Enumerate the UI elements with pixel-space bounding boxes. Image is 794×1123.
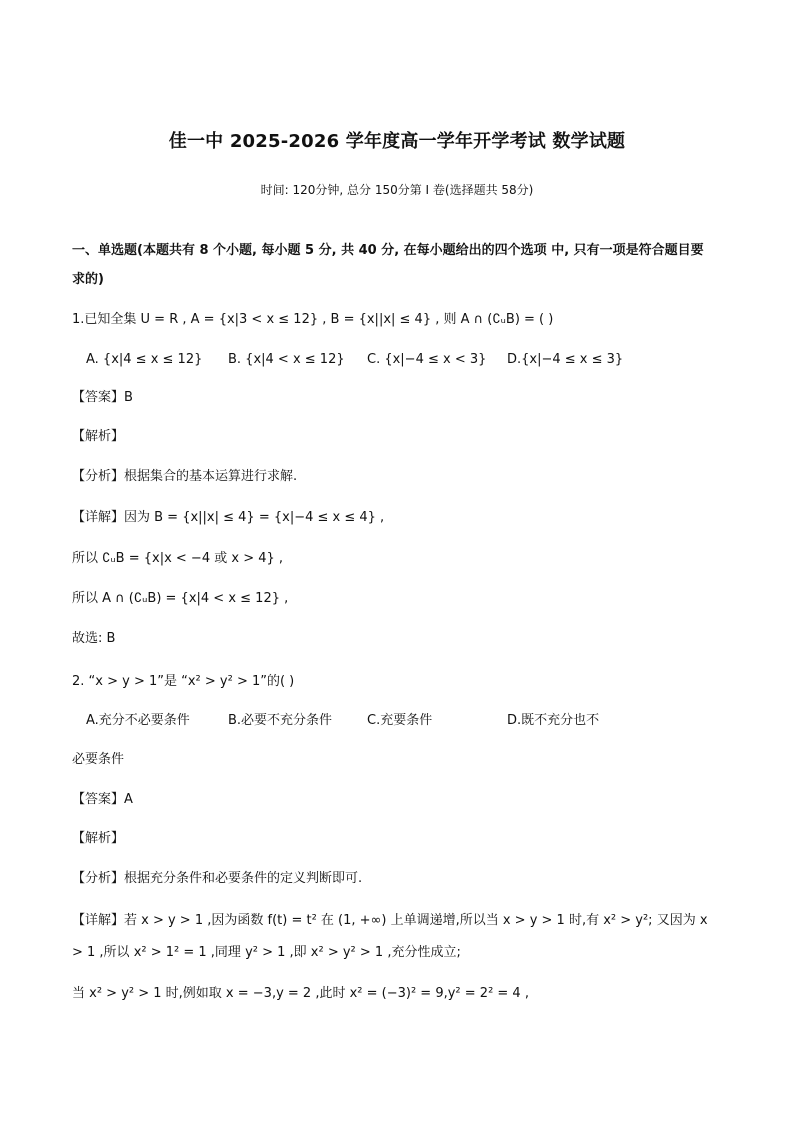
page-subtitle: 时间: 120分钟, 总分 150分第 I 卷(选择题共 58分) xyxy=(260,183,534,197)
q1-option-d: D.{x|−4 ≤ x ≤ 3} xyxy=(507,352,624,367)
q1-analysis: 【分析】根据集合的基本运算进行求解. xyxy=(72,469,298,484)
q1-analysis-label: 【解析】 xyxy=(72,429,125,444)
q2-answer: 【答案】A xyxy=(72,792,133,807)
q2-option-a: A.充分不必要条件 xyxy=(86,713,190,728)
q1-detail-2: 所以 ∁ᵤB = {x|x < −4 或 x > 4} , xyxy=(72,551,284,566)
q2-analysis: 【分析】根据充分条件和必要条件的定义判断即可. xyxy=(72,871,363,886)
q1-stem: 1.已知全集 U = R , A = {x|3 < x ≤ 12} , B = {x||x| ≤ 4} , 则 A ∩ (∁ᵤB) = ( ) xyxy=(72,312,554,327)
q2-option-d-wrap: 必要条件 xyxy=(72,752,125,767)
q2-option-c: C.充要条件 xyxy=(367,713,433,728)
q2-detail-2: > 1 ,所以 x² > 1² = 1 ,同理 y² > 1 ,即 x² > y² > 1 ,充分性成立; xyxy=(72,945,461,960)
q1-detail-3: 所以 A ∩ (∁ᵤB) = {x|4 < x ≤ 12} , xyxy=(72,591,289,606)
q1-detail-1: 【详解】因为 B = {x||x| ≤ 4} = {x|−4 ≤ x ≤ 4} , xyxy=(72,510,385,525)
section-heading: 一、单选题(本题共有 8 个小题, 每小题 5 分, 共 40 分, 在每小题给出的四个选项 中, 只有一项是符合题目要 xyxy=(72,243,704,258)
q1-choice: 故选: B xyxy=(72,631,116,646)
q2-detail-1: 【详解】若 x > y > 1 ,因为函数 f(t) = t² 在 (1, +∞) 上单调递增,所以当 x > y > 1 时,有 x² > y²; 又因为 x xyxy=(72,913,708,928)
section-heading-cont: 求的) xyxy=(72,272,104,287)
q2-detail-3: 当 x² > y² > 1 时,例如取 x = −3,y = 2 ,此时 x² = (−3)² = 9,y² = 2² = 4 , xyxy=(72,986,529,1001)
q1-option-c: C. {x|−4 ≤ x < 3} xyxy=(367,352,487,367)
q1-option-b: B. {x|4 < x ≤ 12} xyxy=(228,352,345,367)
q1-answer: 【答案】B xyxy=(72,390,133,405)
q1-option-a: A. {x|4 ≤ x ≤ 12} xyxy=(86,352,203,367)
page-title: 佳一中 2025-2026 学年度高一学年开学考试 数学试题 xyxy=(168,131,626,152)
q2-option-d: D.既不充分也不 xyxy=(507,713,600,728)
q2-analysis-label: 【解析】 xyxy=(72,831,125,846)
q2-stem: 2. “x > y > 1”是 “x² > y² > 1”的( ) xyxy=(72,674,295,689)
q2-option-b: B.必要不充分条件 xyxy=(228,713,333,728)
